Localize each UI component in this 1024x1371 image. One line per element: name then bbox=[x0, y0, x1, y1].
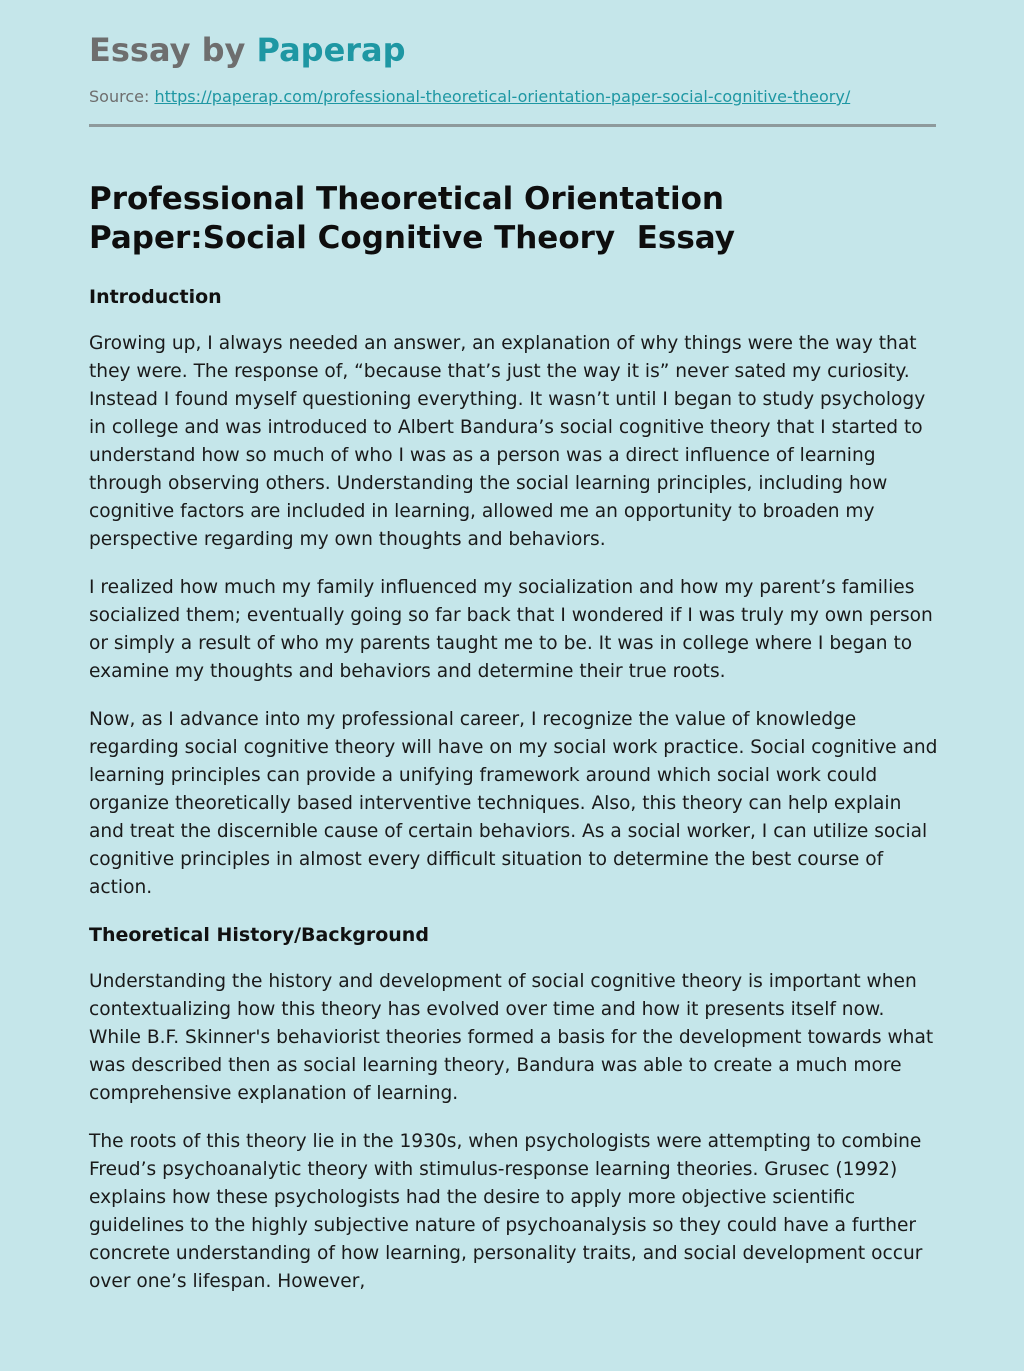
article-body bbox=[89, 180, 939, 1296]
paragraph: Understanding the history and development of social cognitive theory is important when contextualizing how this theory has evolved over time and how it presents itself now. While B.F. Skinner's behaviorist theories formed a basis for the development towards what was described then as social learning theory, Bandura was able to create a much more comprehensive explanation of learning. bbox=[89, 971, 934, 1104]
source-label: Source: bbox=[89, 87, 150, 106]
section-heading-introduction: Introduction bbox=[89, 286, 222, 308]
brand-name: Paperap bbox=[256, 31, 406, 69]
title-line-2: Paper:Social Cognitive Theory Essay bbox=[89, 220, 735, 256]
site-brand[interactable] bbox=[89, 30, 936, 70]
paragraph: Growing up, I always needed an answer, an explanation of why things were the way that they were. The response of, “because that’s just the way it is” never sated my curiosity. Instead I found myself questioning everything. It wasn’t until I began to study psychology in college and was introduced to Albert Bandura’s social cognitive theory that I started to understand how so much of who I was as a person was a direct influence of learning through observing others. Understanding the social learning principles, including how cognitive factors are included in learning, allowed me an opportunity to broaden my perspective regarding my own thoughts and behaviors. bbox=[89, 333, 926, 550]
section-heading-background: Theoretical History/Background bbox=[89, 924, 429, 946]
title-line-1: Professional Theoretical Orientation bbox=[89, 181, 724, 217]
header-divider bbox=[89, 124, 936, 127]
paragraph: I realized how much my family influenced my socialization and how my parent’s families socialized them; eventually going so far back that I wondered if I was truly my own person or simply a result of who my parents taught me to be. It was in college where I began to examine my thoughts and behaviors and determine their true roots. bbox=[89, 577, 933, 682]
brand-prefix: Essay by bbox=[89, 31, 257, 69]
source-link[interactable]: https://paperap.com/professional-theoretical-orientation-paper-social-cognitive-theory/ bbox=[154, 87, 851, 106]
paragraph: Now, as I advance into my professional career, I recognize the value of knowledge regarding social cognitive theory will have on my social work practice. Social cognitive and learning principles can provide a unifying framework around which social work could organize theoretically based interventive techniques. Also, this theory can help explain and treat the discernible cause of certain behaviors. As a social worker, I can utilize social cognitive principles in almost every difficult situation to determine the best course of action. bbox=[89, 709, 938, 898]
source-line bbox=[89, 86, 936, 108]
article-title bbox=[89, 180, 939, 258]
site-header bbox=[89, 30, 936, 108]
paragraph: The roots of this theory lie in the 1930s, when psychologists were attempting to combine Freud’s psychoanalytic theory with stimulus-response learning theories. Grusec (1992) explains how these psychologists had the desire to apply more objective scientific guidelines to the highly subjective nature of psychoanalysis so they could have a further concrete understanding of how learning, personality traits, and social development occur over one’s lifespan. However, bbox=[89, 1131, 923, 1292]
